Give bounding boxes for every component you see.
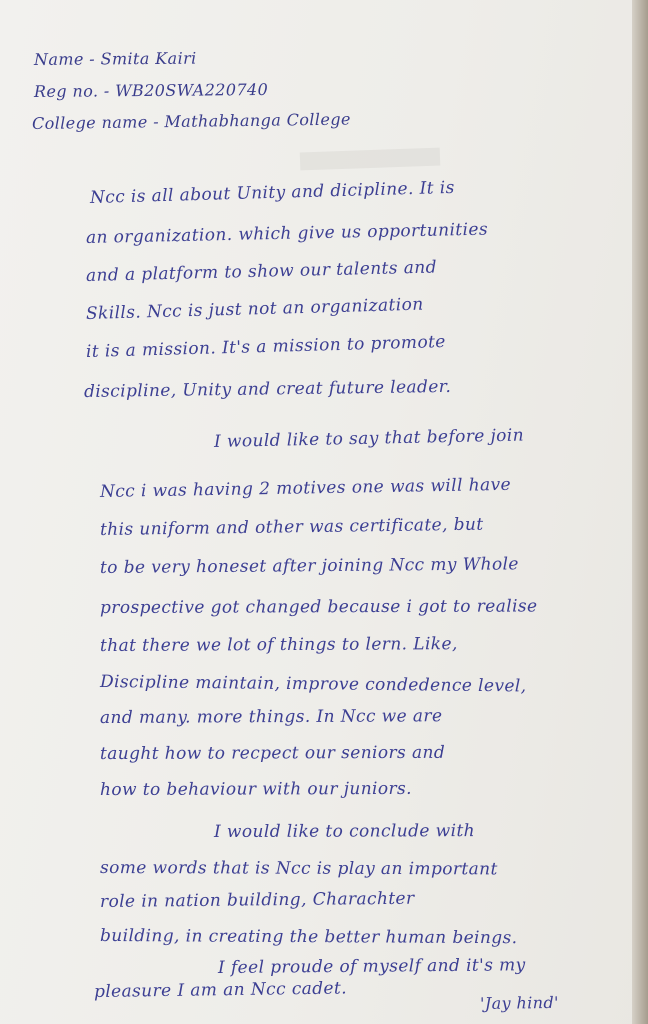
essay-line: and a platform to show our talents and: [85, 257, 438, 286]
essay-line: role in nation building, Charachter: [99, 888, 415, 912]
essay-line: I would like to conclude with: [213, 821, 476, 842]
essay-line: Skills. Ncc is just not an organization: [85, 294, 424, 324]
essay-line: some words that is Ncc is play an important: [99, 858, 498, 880]
essay-line: pleasure I am an Ncc cadet.: [93, 978, 348, 1002]
essay-line: building, in creating the better human beings.: [99, 926, 518, 949]
essay-line: Discipline maintain, improve condedence level,: [99, 672, 527, 697]
essay-line: to be very honeset after joining Ncc my Whole: [99, 554, 519, 578]
essay-line: that there we lot of things to lern. Like,: [99, 634, 458, 656]
essay-line: it is a mission. It's a mission to promote: [85, 331, 447, 362]
essay-line: discipline, Unity and creat future leader.: [83, 376, 452, 402]
essay-line: prospective got changed because i got to realise: [99, 596, 538, 618]
essay-line: Ncc is all about Unity and dicipline. It is: [89, 177, 455, 208]
signoff: 'Jay hind': [479, 992, 559, 1013]
essay-line: I feel proude of myself and it's my: [217, 955, 526, 978]
essay-line: I would like to say that before join: [213, 425, 525, 452]
page-edge: [632, 0, 648, 1024]
bleed-through-mark: [300, 148, 441, 171]
essay-line: taught how to recpect our seniors and: [99, 742, 446, 764]
registration-number: Reg no. - WB20SWA220740: [33, 79, 269, 101]
essay-line: and many. more things. In Ncc we are: [99, 706, 443, 728]
college-name: College name - Mathabhanga College: [31, 109, 351, 133]
essay-line: how to behaviour with our juniors.: [99, 778, 413, 800]
essay-line: an organization. which give us opportunities: [85, 219, 489, 248]
essay-line: Ncc i was having 2 motives one was will have: [99, 474, 512, 502]
student-name: Name - Smita Kairi: [33, 48, 197, 69]
essay-line: this uniform and other was certificate, but: [99, 514, 484, 540]
